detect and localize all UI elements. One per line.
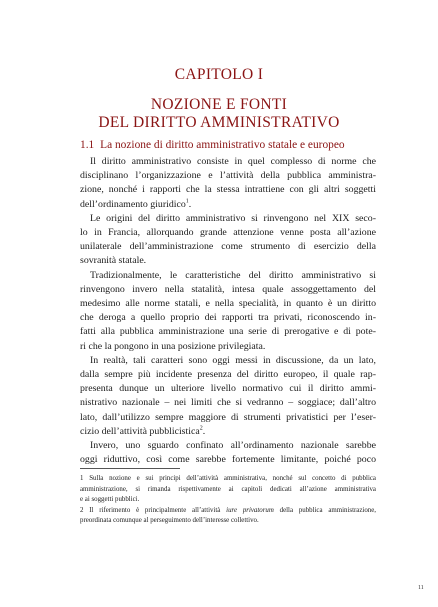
text-line: In realtà, tali caratteri sono oggi messi in discussione, da un lato, (90, 354, 376, 366)
footnote-line (80, 474, 376, 485)
footnote-number: 2 (80, 506, 84, 514)
text-fragment: cizio dell’attività pubblicistica (80, 425, 200, 437)
page-number: 11 (418, 585, 424, 591)
text-line: dell’ordinamento giuridico$^1$. (80, 198, 192, 210)
text-line: cizio dell’attività pubblicistica$^2$. (80, 425, 206, 437)
text-line: Tradizionalmente, le caratteristiche del diritto amministrativo si (90, 269, 376, 281)
text-line: lo in Francia, allorquando grande attenzione venne posta all’azione (80, 227, 376, 239)
body-text (80, 138, 376, 467)
text-line: medesimo alle norme statali, e nella specialità, in quanto è un diritto (80, 298, 376, 310)
footnote-line: e ai soggetti pubblici. (80, 496, 140, 503)
text-line: oggi riduttivo, così come sarebbe fortemente limitante, poiché poco (80, 454, 376, 466)
footnote-text: Il riferimento è principalmente all’attività (89, 506, 227, 514)
text-line: Le origini del diritto amministrativo si rinvengono nel XIX seco- (90, 212, 376, 224)
footnote-divider (80, 468, 180, 469)
footnote (80, 474, 376, 506)
footnote-line: preordinata comunque al perseguimento dell’interesse collettivo. (80, 517, 259, 524)
text-line: Invero, uno sguardo confinato all’ordinamento nazionale sarebbe (90, 440, 376, 452)
text-line: lato, dall’utilizzo sempre maggiore di strumenti privatistici per l’eser- (80, 411, 376, 423)
text-line: fatti alla pubblica amministrazione una serie di prerogative e di pote- (80, 326, 376, 338)
footnotes (80, 474, 376, 527)
text-line: Il diritto amministrativo consiste in quel complesso di norme che (90, 156, 376, 167)
footnote (80, 506, 376, 527)
text-line: sovranità statale. (80, 255, 147, 267)
text-line: rinvengono invero nella statalità, intesa quale assoggettamento del (80, 283, 376, 295)
text-line: nistrativo nazionale – nei limiti che si vedranno – soggiace; dall’altro (80, 397, 376, 409)
chapter-title (0, 96, 438, 132)
paragraph (80, 155, 376, 212)
text-line: che deroga a quello proprio dei rapporti tra privati, riconoscendo in- (80, 312, 376, 324)
chapter-title-line: NOZIONE E FONTI (150, 96, 288, 113)
text-line: dalla sempre più incidente presenza del diritto europeo, il quale rap- (80, 369, 376, 381)
section-number: 1.1 (80, 139, 95, 151)
text-line: ri che la pongono in una posizione privilegiata. (80, 340, 266, 352)
text-line: presenta dunque un ulteriore livello normativo cui il diritto ammi- (80, 383, 376, 395)
text-line: unilaterale dell’amministrazione come strumento di esercizio della (80, 241, 376, 253)
footnote-italic-term: iure privatorum (226, 506, 274, 514)
paragraph (80, 269, 376, 354)
paragraph (80, 439, 376, 467)
section-title: La nozione di diritto amministrativo statale e europeo (100, 139, 345, 151)
text-fragment: dell’ordinamento giuridico (80, 198, 186, 210)
footnote-number: 1 (80, 475, 84, 482)
text-line: disciplinano l’organizzazione e l’attività della pubblica amministra- (80, 170, 376, 182)
section-heading (80, 138, 376, 153)
footnote-reference[interactable]: 2 (199, 425, 203, 432)
chapter-label: CAPITOLO I (174, 66, 264, 83)
footnote-line (80, 506, 376, 517)
footnote-reference[interactable]: 1 (185, 198, 189, 205)
footnote-text: della pubblica amministrazione, (273, 506, 376, 514)
footnote-line: amministrazione, si rimanda rispettivamente ai capitoli dedicati all’azione amministrativa (80, 485, 376, 493)
paragraph (80, 354, 376, 439)
chapter-title-line: DEL DIRITTO AMMINISTRATIVO (98, 114, 340, 131)
paragraph (80, 212, 376, 269)
text-line: zione, nonché i rapporti che la stessa intrattiene con gli altri soggetti (80, 184, 376, 196)
footnote-text: Sulla nozione e sui principi dell’attività amministrativa, nonché sul concetto di pubblica (89, 475, 376, 482)
